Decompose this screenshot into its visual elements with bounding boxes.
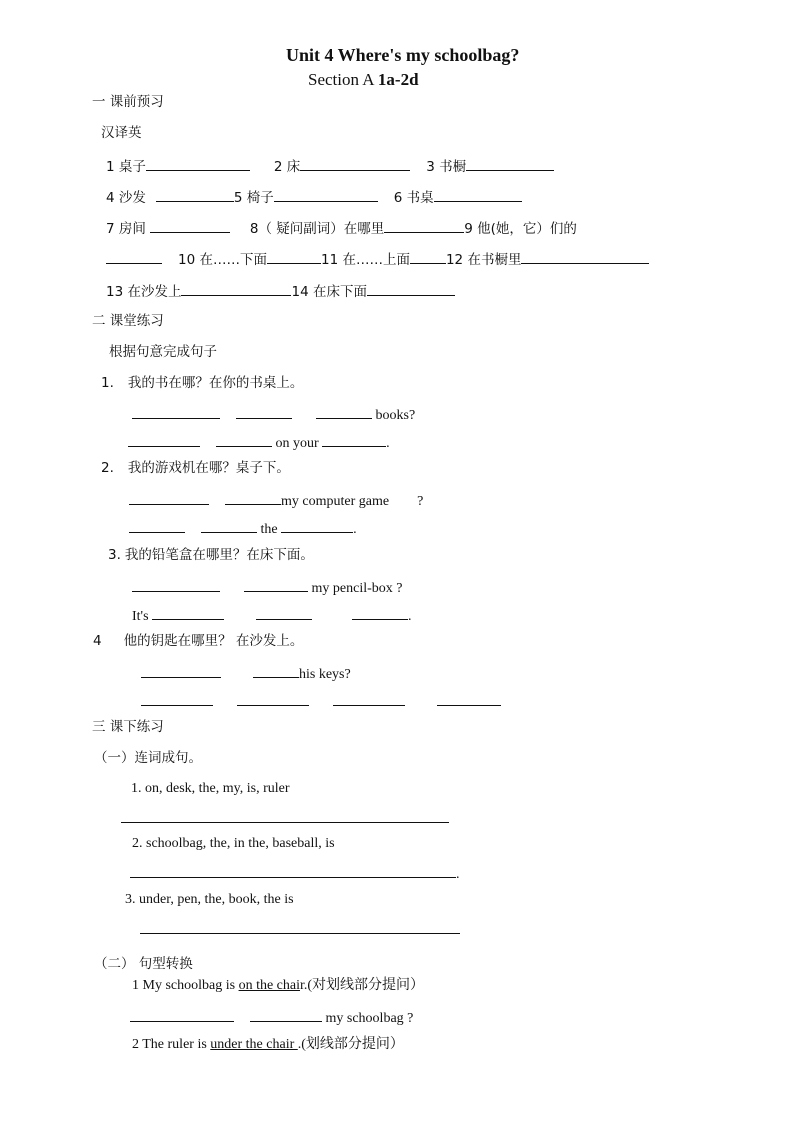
question-4-line-2 xyxy=(141,691,501,712)
question-text: my schoolbag ? xyxy=(325,1011,414,1026)
vocab-item-5: 5 椅子 xyxy=(233,190,274,206)
question-text: r.(对划线部分提问） xyxy=(299,978,425,993)
question-4-line-1 xyxy=(141,663,351,684)
answer-blank[interactable] xyxy=(521,249,649,264)
question-2-line-2 xyxy=(129,518,357,539)
answer-blank[interactable] xyxy=(267,249,321,264)
answer-blank[interactable] xyxy=(141,691,213,706)
answer-blank[interactable] xyxy=(141,663,221,678)
transform-1-answer xyxy=(130,1007,413,1028)
question-text: my computer game xyxy=(281,494,390,509)
answer-blank[interactable] xyxy=(274,187,378,202)
answer-blank[interactable] xyxy=(237,691,309,706)
answer-blank[interactable] xyxy=(466,156,554,171)
question-text: .(划线部分提问） xyxy=(297,1037,404,1052)
answer-blank[interactable] xyxy=(367,281,455,296)
question-text: 他的钥匙在哪里？ 在沙发上。 xyxy=(123,633,304,649)
section-1-instruction: 汉译英 xyxy=(101,125,142,141)
question-text: my pencil-box ? xyxy=(311,581,403,596)
question-text: his keys? xyxy=(299,667,351,682)
question-number: 4 xyxy=(93,633,102,649)
answer-blank[interactable] xyxy=(201,518,257,533)
answer-blank[interactable] xyxy=(106,249,162,264)
question-number: 2. xyxy=(101,460,114,476)
vocab-item-2: 2 床 xyxy=(273,159,301,175)
answer-blank[interactable] xyxy=(130,863,456,878)
answer-blank[interactable] xyxy=(410,249,446,264)
answer-blank[interactable] xyxy=(225,490,281,505)
vocab-row-4 xyxy=(106,249,649,269)
question-1-line-2 xyxy=(128,432,390,453)
answer-blank[interactable] xyxy=(437,691,501,706)
word-group-3: 3. under, pen, the, book, the is xyxy=(125,892,294,907)
answer-blank[interactable] xyxy=(244,577,308,592)
vocab-item-9: 9 他(她，它）们的 xyxy=(464,221,577,237)
answer-blank[interactable] xyxy=(129,490,209,505)
answer-blank[interactable] xyxy=(130,1007,234,1022)
answer-blank[interactable] xyxy=(322,432,386,447)
answer-blank[interactable] xyxy=(146,156,250,171)
answer-blank[interactable] xyxy=(132,404,220,419)
section-prefix: Section A xyxy=(308,70,378,89)
question-punct: ? xyxy=(417,494,424,509)
answer-blank[interactable] xyxy=(434,187,522,202)
question-text: 我的书在哪？在你的书桌上。 xyxy=(127,375,304,391)
word-group-2: 2. schoolbag, the, in the, baseball, is xyxy=(132,836,335,851)
question-punct: . xyxy=(353,522,357,537)
section-range: 1a-2d xyxy=(377,70,419,89)
vocab-item-13: 13 在沙发上 xyxy=(106,284,182,300)
worksheet-title: Unit 4 Where's my schoolbag? xyxy=(286,45,520,65)
question-4-prompt xyxy=(93,632,303,650)
answer-line xyxy=(140,919,460,940)
section-subtitle xyxy=(308,69,419,91)
answer-blank[interactable] xyxy=(129,518,185,533)
question-3-line-1 xyxy=(132,577,402,598)
question-text: 我的铅笔盒在哪里？在床下面。 xyxy=(124,547,314,563)
question-text: 我的游戏机在哪？桌子下。 xyxy=(127,460,290,476)
vocab-row-1 xyxy=(106,156,554,176)
answer-line xyxy=(121,808,449,829)
transform-2 xyxy=(132,1036,404,1054)
answer-blank[interactable] xyxy=(300,156,410,171)
answer-blank[interactable] xyxy=(121,808,449,823)
answer-blank[interactable] xyxy=(236,404,292,419)
underlined-phrase: on the chai xyxy=(238,978,300,993)
question-punct: . xyxy=(408,609,412,624)
question-number: 3. xyxy=(108,547,121,563)
question-number: 1. xyxy=(101,375,114,391)
answer-blank[interactable] xyxy=(150,218,230,233)
answer-blank[interactable] xyxy=(128,432,200,447)
vocab-item-8: 8（ 疑问副词）在哪里 xyxy=(249,221,385,237)
answer-blank[interactable] xyxy=(256,605,312,620)
vocab-item-3: 3 书橱 xyxy=(426,159,467,175)
question-text: 2 The ruler is xyxy=(132,1037,211,1052)
vocab-item-1: 1 桌子 xyxy=(106,159,146,175)
question-text: 1 My schoolbag is xyxy=(132,978,239,993)
answer-blank[interactable] xyxy=(333,691,405,706)
question-1-prompt xyxy=(101,374,303,392)
section-2-instruction: 根据句意完成句子 xyxy=(109,344,217,360)
word-group-1: 1. on, desk, the, my, is, ruler xyxy=(131,781,290,796)
question-text: on your xyxy=(275,436,319,451)
vocab-item-12: 12 在书橱里 xyxy=(445,252,522,268)
answer-blank[interactable] xyxy=(253,663,299,678)
answer-blank[interactable] xyxy=(152,605,224,620)
underlined-phrase: under the chair xyxy=(210,1037,298,1052)
answer-blank[interactable] xyxy=(281,518,353,533)
question-2-line-1 xyxy=(129,490,423,511)
answer-blank[interactable] xyxy=(216,432,272,447)
part-2-heading: （二） 句型转换 xyxy=(94,956,193,972)
question-text: the xyxy=(260,522,278,537)
vocab-item-10: 10 在……下面 xyxy=(178,252,267,268)
vocab-row-2 xyxy=(106,187,522,207)
vocab-item-7: 7 房间 xyxy=(106,221,146,237)
vocab-item-6: 6 书桌 xyxy=(393,190,434,206)
question-punct: . xyxy=(386,436,390,451)
vocab-row-3 xyxy=(106,218,577,238)
question-punct: . xyxy=(456,867,460,882)
question-3-prompt xyxy=(108,546,314,564)
question-text: It's xyxy=(132,609,149,624)
vocab-item-14: 14 在床下面 xyxy=(291,284,367,300)
transform-1 xyxy=(132,977,424,995)
answer-blank[interactable] xyxy=(181,281,291,296)
section-1-heading: 一 课前预习 xyxy=(92,94,164,110)
answer-blank[interactable] xyxy=(132,577,220,592)
question-3-line-2 xyxy=(132,605,412,626)
answer-blank[interactable] xyxy=(352,605,408,620)
answer-line xyxy=(130,863,460,884)
answer-blank[interactable] xyxy=(384,218,464,233)
answer-blank[interactable] xyxy=(250,1007,322,1022)
answer-blank[interactable] xyxy=(156,187,234,202)
answer-blank[interactable] xyxy=(316,404,372,419)
vocab-item-11: 11 在……上面 xyxy=(320,252,410,268)
vocab-row-5 xyxy=(106,281,455,301)
part-1-heading: （一）连词成句。 xyxy=(94,750,202,766)
question-1-line-1 xyxy=(132,404,415,425)
vocab-item-4: 4 沙发 xyxy=(106,190,146,206)
section-3-heading: 三 课下练习 xyxy=(92,719,164,735)
section-2-heading: 二 课堂练习 xyxy=(92,313,164,329)
question-2-prompt xyxy=(101,459,290,477)
question-text: books? xyxy=(375,408,416,423)
answer-blank[interactable] xyxy=(140,919,460,934)
